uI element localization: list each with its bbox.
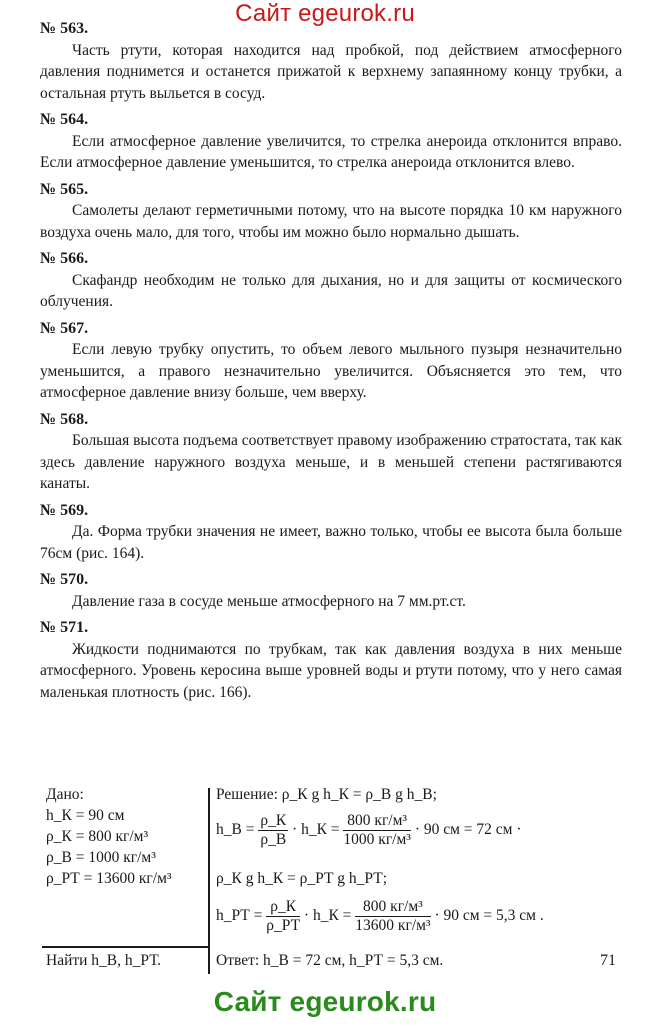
problem-567 bbox=[40, 318, 622, 404]
given-item: ρ_РТ = 13600 кг/м³ bbox=[46, 870, 172, 887]
problem-text: Самолеты делают герметичными потому, что на высоте порядка 10 км наружного воздуха очень мало, для того, чтобы им можно было нормально дышать. bbox=[40, 202, 622, 241]
answer-line: Ответ: h_В = 72 см, h_РТ = 5,3 см. bbox=[216, 952, 444, 969]
divider-horizontal bbox=[42, 946, 208, 948]
problem-number: № 567. bbox=[40, 319, 89, 337]
equation-1 bbox=[216, 812, 522, 849]
eq2-fraction-1 bbox=[266, 898, 300, 935]
problem-565 bbox=[40, 179, 622, 244]
problem-number: № 565. bbox=[40, 180, 89, 198]
eq1-result: · 90 см = 72 см · bbox=[414, 821, 522, 839]
eq1-lhs: h_В = bbox=[216, 821, 255, 839]
problem-564 bbox=[40, 109, 622, 174]
watermark-top: Сайт egeurok.ru bbox=[235, 0, 415, 27]
given-section bbox=[46, 784, 172, 889]
equation-2 bbox=[216, 898, 544, 935]
eq2-frac2-den: 13600 кг/м³ bbox=[355, 917, 431, 934]
problem-text: Да. Форма трубки значения не имеет, важно только, чтобы ее высота была больше 76см (рис. 164). bbox=[40, 523, 622, 562]
eq1-fraction-1 bbox=[258, 812, 288, 849]
eq2-lhs: h_РТ = bbox=[216, 907, 263, 925]
eq2-mid: · h_К = bbox=[303, 907, 352, 925]
problem-text: Жидкости поднимаются по трубкам, так как давления воздуха в них меньше атмосферного. Уровень керосина выше уровней воды и ртути потому, что у него самая маленькая плотность (рис. 166). bbox=[40, 640, 622, 701]
eq1-frac1-num: ρ_К bbox=[260, 812, 287, 829]
problem-text: Если атмосферное давление увеличится, то стрелка анероида отклонится вправо. Если атмосферное давление уменьшится, то стрелка анероида отклонится влево. bbox=[40, 132, 622, 171]
problem-text: Скафандр необходим не только для дыхания, но и для защиты от космического облучения. bbox=[40, 271, 622, 310]
eq2-result: · 90 см = 5,3 см . bbox=[434, 907, 544, 925]
eq1-frac1-den: ρ_В bbox=[260, 831, 287, 848]
page-number: 71 bbox=[600, 952, 616, 969]
eq2-fraction-2 bbox=[355, 898, 430, 935]
problem-563 bbox=[40, 18, 622, 104]
problem-number: № 563. bbox=[40, 20, 89, 37]
solution-line-1: Решение: ρ_К g h_К = ρ_В g h_В; bbox=[216, 786, 437, 803]
given-title: Дано: bbox=[46, 786, 84, 803]
solution-line-3: ρ_К g h_К = ρ_РТ g h_РТ; bbox=[216, 870, 387, 887]
eq1-frac2-den: 1000 кг/м³ bbox=[343, 831, 411, 848]
divider-vertical bbox=[208, 788, 210, 974]
given-item: ρ_В = 1000 кг/м³ bbox=[46, 849, 156, 866]
solution-block bbox=[40, 784, 630, 974]
problem-number: № 571. bbox=[40, 619, 89, 636]
problems-list bbox=[40, 18, 622, 708]
problem-text: Часть ртути, которая находится над пробкой, под действием атмосферного давления поднимется и останется прижатой к верхнему запаянному концу трубки, а остальная ртуть выльется в сосуд. bbox=[40, 41, 622, 102]
eq2-frac1-num: ρ_К bbox=[266, 898, 300, 917]
problem-570 bbox=[40, 569, 622, 612]
problem-text: Большая высота подъема соответствует правому изображению стратостата, так как здесь давление наружного воздуха меньше, и в меньшей степени растягиваются канаты. bbox=[40, 432, 623, 492]
problem-number: № 570. bbox=[40, 571, 89, 588]
watermark-bottom: Сайт egeurok.ru bbox=[213, 986, 437, 1017]
problem-number: № 566. bbox=[40, 250, 89, 267]
problem-number: № 568. bbox=[40, 410, 89, 428]
problem-number: № 564. bbox=[40, 111, 89, 128]
eq2-frac2-num: 800 кг/м³ bbox=[355, 898, 430, 917]
eq1-mid: · h_К = bbox=[292, 821, 340, 839]
problem-text: Давление газа в сосуде меньше атмосферного на 7 мм.рт.ст. bbox=[72, 592, 466, 610]
find-section: Найти h_В, h_РТ. bbox=[46, 952, 162, 969]
problem-571 bbox=[40, 617, 622, 703]
problem-568 bbox=[40, 409, 622, 495]
eq1-frac2-num: 800 кг/м³ bbox=[343, 812, 411, 831]
problem-569 bbox=[40, 500, 622, 565]
problem-text: Если левую трубку опустить, то объем левого мыльного пузыря незначительно уменьшится, а правого незначительно увеличится. Объясняется это тем, что атмосферное давление внизу больше, чем вверху. bbox=[40, 341, 622, 401]
problem-number: № 569. bbox=[40, 501, 89, 519]
problem-566 bbox=[40, 248, 622, 313]
eq2-frac1-den: ρ_РТ bbox=[266, 917, 301, 934]
given-item: ρ_К = 800 кг/м³ bbox=[46, 828, 149, 845]
given-item: h_К = 90 см bbox=[46, 807, 125, 824]
eq1-fraction-2 bbox=[343, 812, 411, 849]
